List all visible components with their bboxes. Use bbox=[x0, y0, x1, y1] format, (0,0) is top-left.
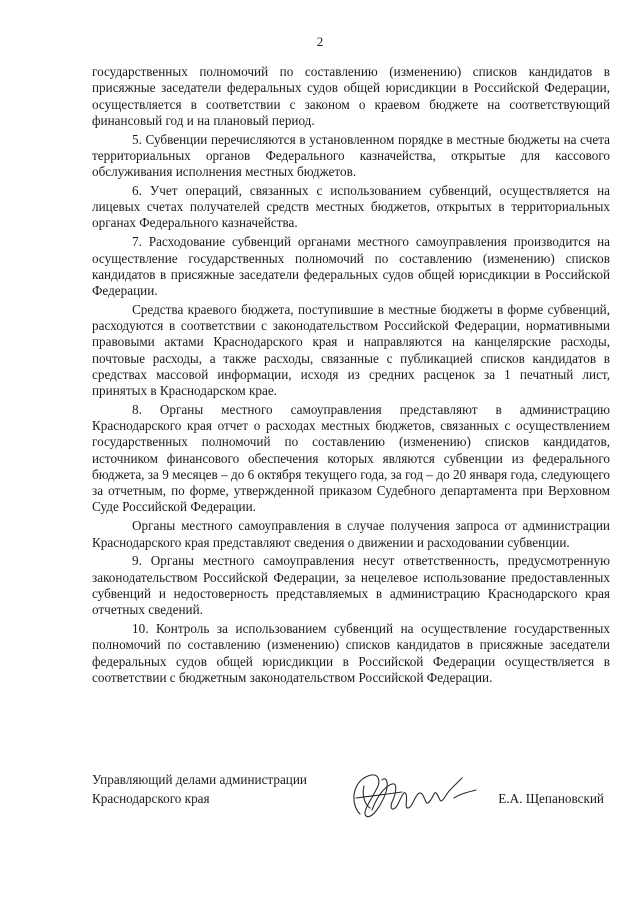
page-number: 2 bbox=[316, 34, 324, 49]
paragraph-6: 6. Учет операций, связанных с использованием субвенций, осуществляется на лицевых счетах получателей средств местных бюджетов, открытых в территориальных органах Федерального казначейства. bbox=[92, 182, 610, 231]
handwritten-signature bbox=[342, 764, 482, 824]
paragraph-7: 7. Расходование субвенций органами местного самоуправления производится на осуществление государственных полномочий по составлению (изменению) списков кандидатов в присяжные заседатели федеральных судов общей юрисдикции в Российской Федерации. bbox=[92, 234, 610, 299]
signer-name: Е.А. Щепановский bbox=[498, 791, 604, 806]
paragraph-10: 10. Контроль за использованием субвенций на осуществление государственных полномочий по составлению (изменению) списков кандидатов в присяжные заседатели федеральных судов общей юрисдикции в Российской Федерации осуществляется в соответствии с бюджетным законодательством Российской Федерации. bbox=[92, 621, 610, 685]
signer-title-line-1: Управляющий делами администрации bbox=[92, 772, 307, 787]
paragraph-8-requests: Органы местного самоуправления в случае получения запроса от администрации Краснодарского края представляют сведения о движении и расходовании субвенции. bbox=[92, 518, 610, 550]
signer-title bbox=[92, 770, 352, 808]
signature-block bbox=[92, 770, 610, 830]
paragraph-8: 8. Органы местного самоуправления представляют в администрацию Краснодарского края отчет о расходах местных бюджетов, связанных с осуществлением государственных полномочий по составлению (изменению) списков кандидатов, источником финансового обеспечения которых являются субвенции из федерального бюджета, за 9 месяцев – до 6 октября текущего года, за год – до 20 января года, следующего за отчетным, по форме, утвержденной приказом Судебного департамента при Верховном Суде Российской Федерации. bbox=[92, 401, 610, 515]
signer-title-line-2: Краснодарского края bbox=[92, 791, 210, 806]
paragraph-5: 5. Субвенции перечисляются в установленном порядке в местные бюджеты на счета территориальных органов Федерального казначейства, открытые для кассового обслуживания исполнения местных бюджетов. bbox=[92, 131, 610, 180]
paragraph-9: 9. Органы местного самоуправления несут ответственность, предусмотренную законодательством Российской Федерации, за нецелевое использование предоставленных субвенций и недостоверность представляемых в администрацию Краснодарского края отчетных сведений. bbox=[92, 553, 610, 618]
document-body bbox=[92, 64, 610, 689]
paragraph-continuation: государственных полномочий по составлению (изменению) списков кандидатов в присяжные заседатели федеральных судов общей юрисдикции в Российской Федерации, осуществляется в соответствии с законом о краевом бюджете на соответствующий финансовый год и на плановый период. bbox=[92, 64, 610, 128]
paragraph-7-funds: Средства краевого бюджета, поступившие в местные бюджеты в форме субвенций, расходуются в соответствии с законодательством Российской Федерации, нормативными правовыми актами Краснодарского края и направляются на канцелярские расходы, почтовые расходы, а также расходы, связанные с публикацией списков кандидатов в средствах массовой информации, исходя из средних расценок за 1 печатный лист, принятых в Краснодарском крае. bbox=[92, 301, 610, 399]
